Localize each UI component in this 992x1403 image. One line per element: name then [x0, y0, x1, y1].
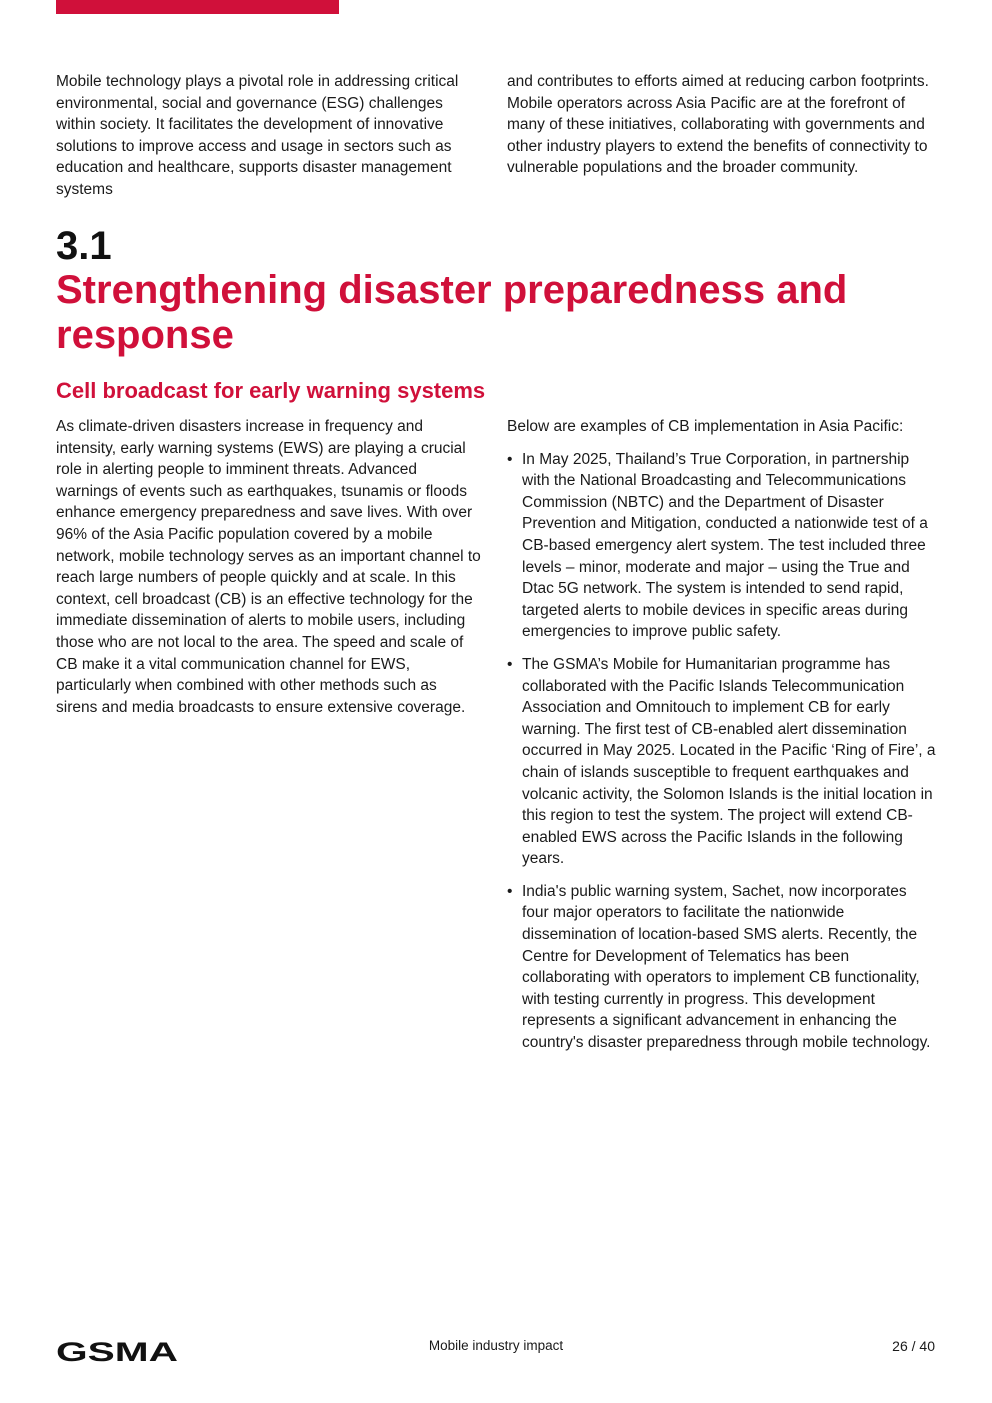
- page-footer: [0, 1334, 992, 1366]
- examples-list: [507, 449, 937, 1054]
- bullet-icon: •: [507, 655, 513, 673]
- accent-bar: [56, 0, 339, 14]
- section-subheading: Cell broadcast for early warning systems: [56, 378, 486, 403]
- section-number: 3.1: [56, 224, 112, 268]
- intro-right-column: [507, 71, 933, 179]
- body-paragraph: As climate-driven disasters increase in frequency and intensity, early warning systems (EWS) are playing a crucial role in alerting people to imminent threats. Advanced warnings of events such as earthquakes, tsunamis or floods enhance emergency preparedness and save lives. With over 96% of the Asia Pacific population covered by a mobile network, mobile technology serves as an important channel to reach large numbers of people quickly and at scale. In this context, cell broadcast (CB) is an effective technology for the immediate dissemination of alerts to mobile users, including those who are not local to the area. The speed and scale of CB make it a vital communication channel for EWS, particularly when combined with other methods such as sirens and media broadcasts to ensure extensive coverage.: [56, 418, 481, 716]
- section-title: Strengthening disaster preparedness and response: [56, 268, 848, 357]
- list-item-text: The GSMA’s Mobile for Humanitarian programme has collaborated with the Pacific Islands Telecommunication Association and Omnitouch to implement CB for early warning. The first test of CB-enabled alert dissemination occurred in May 2025. Located in the Pacific ‘Ring of Fire’, a chain of islands susceptible to frequent earthquakes and volcanic activity, the Solomon Islands is the initial location in this region to test the system. The project will extend CB-enabled EWS across the Pacific Islands in the following years.: [522, 655, 936, 868]
- intro-left-column: [56, 71, 482, 201]
- list-item: [507, 881, 937, 1054]
- list-item-text: India's public warning system, Sachet, now incorporates four major operators to facilitate the nationwide dissemination of location-based SMS alerts. Recently, the Centre for Development of Telematics has been collaborating with operators to implement CB functionality, with testing currently in progress. This development represents a significant advancement in enhancing the country's disaster preparedness through mobile technology.: [522, 882, 931, 1052]
- page-number: 26 / 40: [892, 1338, 935, 1354]
- list-item: [507, 654, 937, 870]
- intro-paragraph-left: Mobile technology plays a pivotal role in addressing critical environmental, social and governance (ESG) challenges within society. It facilitates the development of innovative solutions to improve access and usage in sectors such as education and healthcare, supports disaster management systems: [56, 73, 459, 198]
- body-left-column: [56, 416, 482, 718]
- gsma-logo-text: GSMA: [56, 1337, 178, 1364]
- body-right-column: [507, 416, 937, 1065]
- footer-section-label: Mobile industry impact: [428, 1338, 564, 1353]
- list-item: [507, 449, 937, 643]
- bullet-icon: •: [507, 882, 513, 900]
- list-item-text: In May 2025, Thailand’s True Corporation, in partnership with the National Broadcasting and Telecommunications Commission (NBTC) and the Department of Disaster Prevention and Mitigation, conducted a nationwide test of a CB-based emergency alert system. The test included three levels – minor, moderate and major – using the True and Dtac 5G network. The system is intended to send rapid, targeted alerts to mobile devices in specific areas during emergencies to improve public safety.: [522, 450, 928, 641]
- intro-paragraph-right: and contributes to efforts aimed at reducing carbon footprints. Mobile operators across Asia Pacific are at the forefront of many of these initiatives, collaborating with governments and other industry players to extend the benefits of connectivity to vulnerable populations and the broader community.: [507, 73, 929, 177]
- examples-intro: Below are examples of CB implementation in Asia Pacific:: [507, 418, 904, 435]
- bullet-icon: •: [507, 450, 513, 468]
